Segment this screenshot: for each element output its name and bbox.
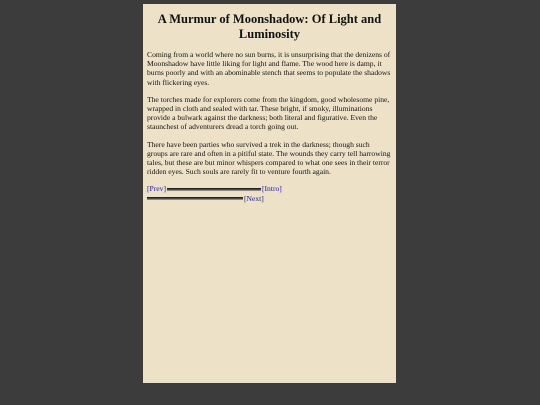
- intro-link[interactable]: [Intro]: [261, 184, 282, 194]
- article-page: [143, 4, 396, 383]
- nav-divider: [167, 188, 261, 191]
- nav-line-bottom: [147, 194, 392, 204]
- page-title: A Murmur of Moonshadow: Of Light and Luminosity: [157, 12, 382, 41]
- nav-line-top: [147, 184, 392, 194]
- paragraph-1: Coming from a world where no sun burns, it is unsurprising that the denizens of Moonshadow have little liking for light and flame. The wood here is damp, it burns poorly and with an abominable stench that seems to populate the shadows with flickering eyes.: [147, 50, 391, 87]
- paragraph-2: The torches made for explorers come from the kingdom, good wholesome pine, wrapped in cloth and sealed with tar. These bright, if smoky, illuminations provide a bulwark against the darkness; both literal and figurative. Even the staunchest of adventurers dread a torch going out.: [147, 94, 390, 132]
- page-navigation: [147, 184, 392, 203]
- next-link[interactable]: [Next]: [244, 194, 264, 204]
- paragraph-3: There have been parties who survived a trek in the darkness; though such groups are rare and often in a pitiful state. The wounds they carry tell harrowing tales, but these are but minor whispers compared to what one sees in their terror ridden eyes. Such souls are rarely fit to venture fourth again.: [147, 139, 391, 177]
- nav-divider: [147, 197, 243, 200]
- prev-link[interactable]: [Prev]: [147, 184, 166, 194]
